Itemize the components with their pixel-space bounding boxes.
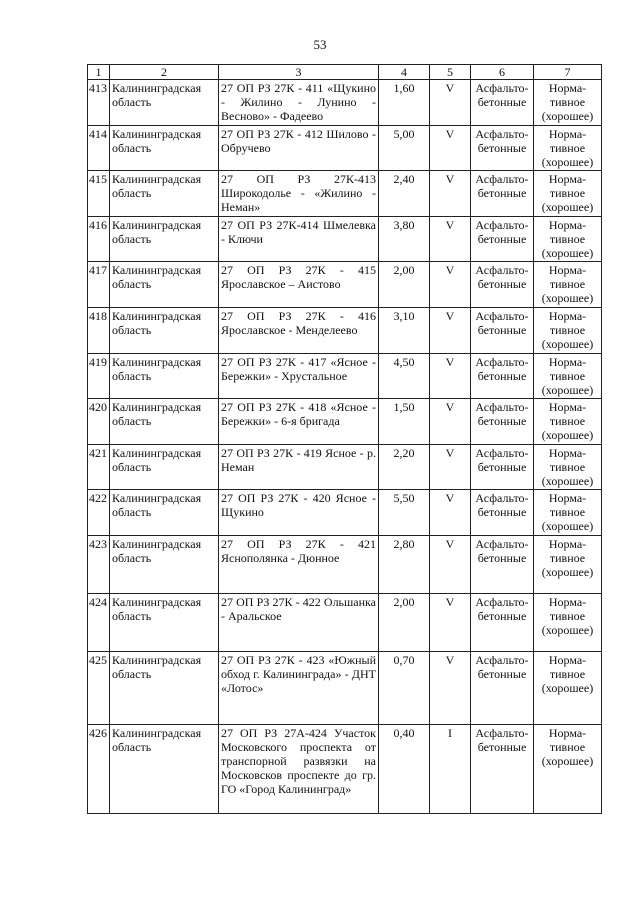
length-cell: 3,80 <box>379 217 430 262</box>
table-row <box>88 80 602 126</box>
length-cell: 2,00 <box>379 262 430 308</box>
length-cell: 0,40 <box>379 725 430 814</box>
column-header-4: 4 <box>379 65 430 80</box>
surface-cell: Асфальто-бетонные <box>471 171 534 217</box>
region-cell: Калининградская область <box>110 171 219 217</box>
row-number: 424 <box>88 594 110 652</box>
condition-cell: Норма-тивное (хорошее) <box>534 354 602 399</box>
column-header-3: 3 <box>219 65 379 80</box>
road-name-cell: 27 ОП РЗ 27К - 415 Ярославское – Аистово <box>219 262 379 308</box>
category-cell: V <box>430 594 471 652</box>
surface-cell: Асфальто-бетонные <box>471 80 534 126</box>
row-number: 420 <box>88 399 110 445</box>
road-name-cell: 27 ОП РЗ 27К - 417 «Ясное - Бережки» - Хрустальное <box>219 354 379 399</box>
length-cell: 0,70 <box>379 652 430 725</box>
surface-cell: Асфальто-бетонные <box>471 308 534 354</box>
surface-cell: Асфальто-бетонные <box>471 217 534 262</box>
region-cell: Калининградская область <box>110 725 219 814</box>
length-cell: 2,20 <box>379 445 430 490</box>
surface-cell: Асфальто-бетонные <box>471 399 534 445</box>
road-name-cell: 27 ОП РЗ 27К - 416 Ярославское - Менделеево <box>219 308 379 354</box>
row-number: 419 <box>88 354 110 399</box>
table-row <box>88 536 602 594</box>
table-row <box>88 171 602 217</box>
row-number: 416 <box>88 217 110 262</box>
length-cell: 5,00 <box>379 126 430 171</box>
surface-cell: Асфальто-бетонные <box>471 262 534 308</box>
region-cell: Калининградская область <box>110 217 219 262</box>
surface-cell: Асфальто-бетонные <box>471 126 534 171</box>
column-header-1: 1 <box>88 65 110 80</box>
column-header-6: 6 <box>471 65 534 80</box>
region-cell: Калининградская область <box>110 536 219 594</box>
column-header-5: 5 <box>430 65 471 80</box>
condition-cell: Норма-тивное (хорошее) <box>534 126 602 171</box>
category-cell: V <box>430 262 471 308</box>
length-cell: 2,40 <box>379 171 430 217</box>
category-cell: V <box>430 171 471 217</box>
length-cell: 1,50 <box>379 399 430 445</box>
length-cell: 5,50 <box>379 490 430 536</box>
length-cell: 2,00 <box>379 594 430 652</box>
page-number: 53 <box>313 37 327 52</box>
road-name-cell: 27 ОП РЗ 27К-414 Шмелевка - Ключи <box>219 217 379 262</box>
surface-cell: Асфальто-бетонные <box>471 725 534 814</box>
category-cell: V <box>430 445 471 490</box>
row-number: 418 <box>88 308 110 354</box>
header-row <box>88 65 602 80</box>
road-name-cell: 27 ОП РЗ 27К - 423 «Южный обход г. Калининграда» - ДНТ «Лотос» <box>219 652 379 725</box>
length-cell: 2,80 <box>379 536 430 594</box>
road-name-cell: 27 ОП РЗ 27К - 411 «Щукино - Жилино - Лунино - Весново» - Фадеево <box>219 80 379 126</box>
category-cell: V <box>430 308 471 354</box>
row-number: 414 <box>88 126 110 171</box>
length-cell: 3,10 <box>379 308 430 354</box>
table-row <box>88 354 602 399</box>
length-cell: 4,50 <box>379 354 430 399</box>
table-row <box>88 445 602 490</box>
road-name-cell: 27 ОП РЗ 27К - 422 Ольшанка - Аральское <box>219 594 379 652</box>
road-name-cell: 27 ОП РЗ 27А-424 Участок Московского проспекта от транспорной развязки на Московсков проспекте до гр. ГО «Город Калининград» <box>219 725 379 814</box>
category-cell: V <box>430 354 471 399</box>
road-name-cell: 27 ОП РЗ 27К - 412 Шилово - Обручево <box>219 126 379 171</box>
road-registry-table <box>87 64 602 814</box>
region-cell: Калининградская область <box>110 262 219 308</box>
table-row <box>88 262 602 308</box>
category-cell: V <box>430 126 471 171</box>
condition-cell: Норма-тивное (хорошее) <box>534 536 602 594</box>
condition-cell: Норма-тивное (хорошее) <box>534 652 602 725</box>
condition-cell: Норма-тивное (хорошее) <box>534 725 602 814</box>
row-number: 415 <box>88 171 110 217</box>
table-row <box>88 725 602 814</box>
table-row <box>88 490 602 536</box>
surface-cell: Асфальто-бетонные <box>471 536 534 594</box>
category-cell: V <box>430 536 471 594</box>
row-number: 423 <box>88 536 110 594</box>
road-name-cell: 27 ОП РЗ 27К-413 Широкодолье - «Жилино - Неман» <box>219 171 379 217</box>
category-cell: V <box>430 399 471 445</box>
row-number: 413 <box>88 80 110 126</box>
region-cell: Калининградская область <box>110 594 219 652</box>
category-cell: V <box>430 490 471 536</box>
condition-cell: Норма-тивное (хорошее) <box>534 171 602 217</box>
surface-cell: Асфальто-бетонные <box>471 490 534 536</box>
region-cell: Калининградская область <box>110 652 219 725</box>
row-number: 425 <box>88 652 110 725</box>
region-cell: Калининградская область <box>110 126 219 171</box>
column-header-7: 7 <box>534 65 602 80</box>
condition-cell: Норма-тивное (хорошее) <box>534 80 602 126</box>
region-cell: Калининградская область <box>110 308 219 354</box>
condition-cell: Норма-тивное (хорошее) <box>534 262 602 308</box>
road-name-cell: 27 ОП РЗ 27К - 420 Ясное - Щукино <box>219 490 379 536</box>
surface-cell: Асфальто-бетонные <box>471 652 534 725</box>
row-number: 417 <box>88 262 110 308</box>
surface-cell: Асфальто-бетонные <box>471 445 534 490</box>
column-header-2: 2 <box>110 65 219 80</box>
category-cell: V <box>430 217 471 262</box>
road-name-cell: 27 ОП РЗ 27К - 419 Ясное - р. Неман <box>219 445 379 490</box>
category-cell: I <box>430 725 471 814</box>
condition-cell: Норма-тивное (хорошее) <box>534 490 602 536</box>
condition-cell: Норма-тивное (хорошее) <box>534 399 602 445</box>
road-name-cell: 27 ОП РЗ 27К - 418 «Ясное - Бережки» - 6-я бригада <box>219 399 379 445</box>
condition-cell: Норма-тивное (хорошее) <box>534 217 602 262</box>
table-row <box>88 126 602 171</box>
condition-cell: Норма-тивное (хорошее) <box>534 445 602 490</box>
table-row <box>88 217 602 262</box>
road-name-cell: 27 ОП РЗ 27К - 421 Яснополянка - Дюнное <box>219 536 379 594</box>
surface-cell: Асфальто-бетонные <box>471 594 534 652</box>
table-row <box>88 594 602 652</box>
row-number: 422 <box>88 490 110 536</box>
region-cell: Калининградская область <box>110 399 219 445</box>
region-cell: Калининградская область <box>110 445 219 490</box>
length-cell: 1,60 <box>379 80 430 126</box>
surface-cell: Асфальто-бетонные <box>471 354 534 399</box>
category-cell: V <box>430 652 471 725</box>
row-number: 426 <box>88 725 110 814</box>
region-cell: Калининградская область <box>110 490 219 536</box>
row-number: 421 <box>88 445 110 490</box>
table-row <box>88 399 602 445</box>
category-cell: V <box>430 80 471 126</box>
region-cell: Калининградская область <box>110 80 219 126</box>
table-row <box>88 652 602 725</box>
region-cell: Калининградская область <box>110 354 219 399</box>
condition-cell: Норма-тивное (хорошее) <box>534 594 602 652</box>
table-row <box>88 308 602 354</box>
condition-cell: Норма-тивное (хорошее) <box>534 308 602 354</box>
